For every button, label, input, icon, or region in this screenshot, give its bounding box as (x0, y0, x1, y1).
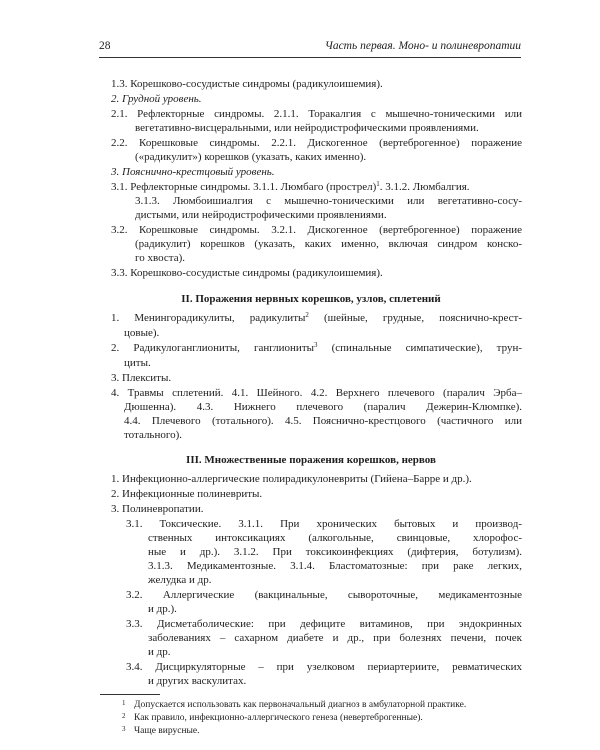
sec3-item-3-4: 3.4. Дисциркуляторные – при узелковом периартериите, ревматических (126, 661, 522, 673)
item-2-1: 2.1. Рефлекторные синдромы. 2.1.1. Торакалгия с мышечно-тоническими или (111, 108, 522, 120)
sec3-item-3-4-cont: и других васкулитах. (148, 675, 247, 687)
footnote-1: 1 Допускается использовать как первоначальный диагноз в амбулаторной практике. (122, 699, 467, 710)
sec3-item-3-2-cont: и др.). (148, 603, 177, 615)
running-header (99, 39, 521, 58)
sec3-item-3-1-cont4: желудка и др. (148, 574, 212, 586)
item-3-2-cont: (радикулит) корешков (указать, каких именно, включая синдром конско- (135, 238, 522, 250)
section-3-heading: III. Множественные поражения корешков, нервов (186, 454, 436, 466)
item-2-2: 2.2. Корешковые синдромы. 2.2.1. Дискогенное (вертеброгенное) поражение (111, 137, 522, 149)
item-1-3: 1.3. Корешково-сосудистые синдромы (радикулоишемия). (111, 78, 383, 90)
section-2-heading: II. Поражения нервных корешков, узлов, сплетений (181, 293, 441, 305)
sec3-item-3-1-cont: ственных интоксикациях (алкогольные, свинцовые, хлорофос- (148, 532, 522, 544)
item-2-1-cont: вегетативно-висцеральными, или нейродистрофическими проявлениями. (135, 122, 479, 134)
running-title: Часть первая. Моно- и полиневропатии (324, 40, 521, 52)
sec2-item-4-cont2: 4.4. Плечевого (тотального). 4.5. Пояснично-крестцового (частичного или (124, 415, 522, 427)
sec2-item-4-cont: Дюшенна). 4.3. Нижнего плечевого (паралич Дежерин-Клюмпке). (124, 401, 522, 413)
sec3-item-3-3-cont2: и др. (148, 646, 171, 658)
sec2-item-4: 4. Травмы сплетений. 4.1. Шейного. 4.2. Верхнего плечевого (паралич Эрба– (111, 387, 522, 399)
sec3-item-2: 2. Инфекционные полиневриты. (111, 488, 263, 500)
page-number: 28 (99, 40, 111, 52)
subheading-thoracic: 2. Грудной уровень. (111, 93, 202, 105)
footnote-2: 2 Как правило, инфекционно-аллергического генеза (невертеброгенные). (122, 712, 423, 723)
subheading-lumbosacral: 3. Пояснично-крестцовый уровень. (111, 166, 275, 178)
item-3-1: 3.1. Рефлекторные синдромы. 3.1.1. Люмбаго (прострел)$^1$. 3.1.2. Люмбалгия. (111, 180, 470, 193)
sec3-item-3-2: 3.2. Аллергические (вакцинальные, сывороточные, медикаментозные (126, 589, 522, 601)
sec3-item-3-1: 3.1. Токсические. 3.1.1. При хронических бытовых и производ- (126, 518, 522, 530)
item-3-3: 3.3. Корешково-сосудистые синдромы (радикулоишемия). (111, 267, 383, 279)
sec3-item-3-1-cont2: ные и др.). 3.1.2. При токсикоинфекциях (дифтерия, ботулизм). (148, 546, 522, 558)
footnote-3: 3 Чаще вирусные. (122, 725, 200, 736)
item-3-1-cont: 3.1.3. Люмбоишиалгия с мышечно-тоническими или вегетативно-сосу- (135, 195, 522, 207)
sec2-item-1: 1. Менингорадикулиты, радикулиты$^2$ (шейные, грудные, пояснично-крест- (111, 311, 522, 324)
sec2-item-2-cont: циты. (124, 357, 151, 369)
item-2-2-cont: («радикулит») корешков (указать, каких именно). (135, 151, 367, 163)
sec2-item-3: 3. Плекситы. (111, 372, 172, 384)
item-3-1-cont2: дистыми, или нейродистрофическими проявлениями. (135, 209, 387, 221)
sec2-item-4-cont3: тотального). (124, 429, 182, 441)
item-3-2-cont2: го хвоста). (135, 252, 185, 264)
sec3-item-3-3-cont: заболеваниях – сахарном диабете и др., при болезнях печени, почек (148, 632, 522, 644)
item-3-2: 3.2. Корешковые синдромы. 3.2.1. Дискогенное (вертеброгенное) поражение (111, 224, 522, 236)
sec3-item-1: 1. Инфекционно-аллергические полирадикулоневриты (Гийена–Барре и др.). (111, 473, 472, 485)
sec2-item-2: 2. Радикулоганглиониты, ганглиониты$^3$ (спинальные симпатические), трун- (111, 341, 523, 354)
sec3-item-3-1-cont3: 3.1.3. Медикаментозные. 3.1.4. Бластоматозные: при раке легких, (148, 560, 522, 572)
sec3-item-3-3: 3.3. Дисметаболические: при дефиците витаминов, при эндокринных (126, 618, 522, 630)
sec2-item-1-cont: цовые). (124, 327, 160, 339)
sec3-item-3: 3. Полиневропатии. (111, 503, 204, 515)
footnote-rule (100, 694, 160, 695)
